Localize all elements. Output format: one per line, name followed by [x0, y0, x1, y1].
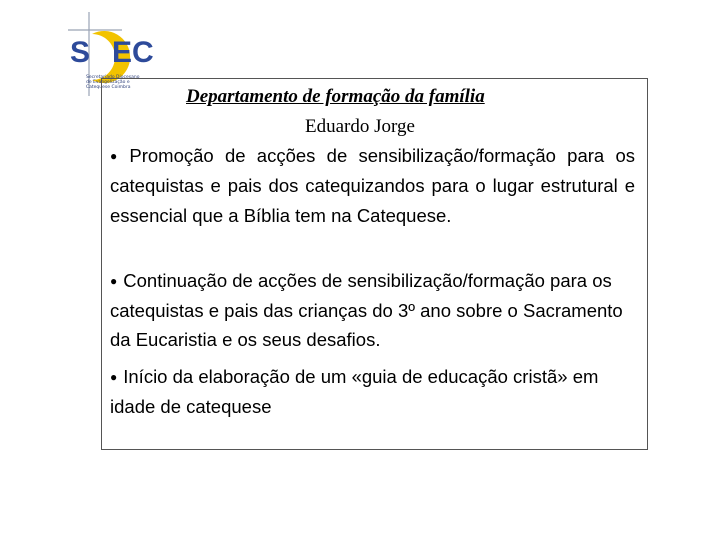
logo-letters-ec: EC: [112, 36, 154, 69]
document-author: Eduardo Jorge: [305, 116, 415, 137]
bullet-icon: ●: [110, 149, 124, 163]
document-title: Departamento de formação da família: [186, 86, 485, 107]
list-item-text: Continuação de acções de sensibilização/formação para os catequistas e pais das crianças do 3º ano sobre o Sacramento da Eucaristia e os seus desafios.: [110, 270, 623, 350]
list-item: [110, 266, 635, 354]
list-item: [110, 141, 635, 231]
bullet-icon: ●: [110, 274, 118, 288]
list-item: [110, 362, 635, 422]
list-item-text: Início da elaboração de um «guia de educação cristã» em idade de catequese: [110, 366, 599, 417]
logo-letter-s: S: [70, 36, 91, 69]
list-item-text: Promoção de acções de sensibilização/formação para os catequistas e pais dos catequizandos para o lugar estrutural e essencial que a Bíblia tem na Catequese.: [110, 145, 635, 226]
bullet-icon: ●: [110, 370, 118, 384]
logo-caption: Secretariado Diocesano de Evangelização e Catequese Coimbra: [86, 75, 140, 90]
